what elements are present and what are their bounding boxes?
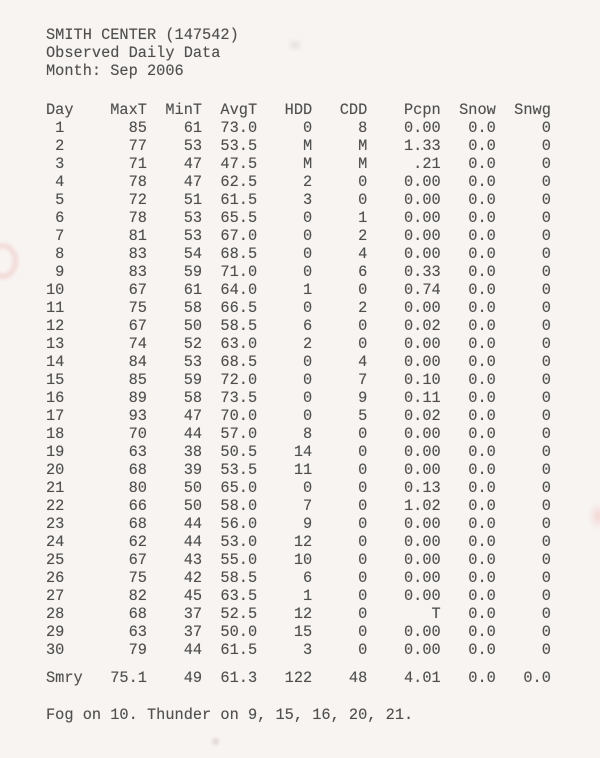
- table-row: 17 93 47 70.0 0 5 0.02 0.0 0: [46, 407, 551, 425]
- table-row: 5 72 51 61.5 3 0 0.00 0.0 0: [46, 191, 551, 209]
- report-type: Observed Daily Data: [46, 44, 221, 62]
- daily-data-table: [46, 101, 600, 687]
- table-row: 30 79 44 61.5 3 0 0.00 0.0 0: [46, 641, 551, 659]
- table-row: 6 78 53 65.5 0 1 0.00 0.0 0: [46, 209, 551, 227]
- table-row: 24 62 44 53.0 12 0 0.00 0.0 0: [46, 533, 551, 551]
- month-label: Month: Sep 2006: [46, 62, 184, 80]
- table-row: 29 63 37 50.0 15 0 0.00 0.0 0: [46, 623, 551, 641]
- table-row: 7 81 53 67.0 0 2 0.00 0.0 0: [46, 227, 551, 245]
- table-row: 3 71 47 47.5 M M .21 0.0 0: [46, 155, 551, 173]
- table-summary-row: Smry 75.1 49 61.3 122 48 4.01 0.0 0.0: [46, 669, 551, 687]
- table-row: 15 85 59 72.0 0 7 0.10 0.0 0: [46, 371, 551, 389]
- table-row: 27 82 45 63.5 1 0 0.00 0.0 0: [46, 587, 551, 605]
- table-row: 26 75 42 58.5 6 0 0.00 0.0 0: [46, 569, 551, 587]
- table-row: 11 75 58 66.5 0 2 0.00 0.0 0: [46, 299, 551, 317]
- report-header: [46, 26, 600, 80]
- remarks-line: Fog on 10. Thunder on 9, 15, 16, 20, 21.: [46, 706, 414, 724]
- table-row: 20 68 39 53.5 11 0 0.00 0.0 0: [46, 461, 551, 479]
- table-row: 1 85 61 73.0 0 8 0.00 0.0 0: [46, 119, 551, 137]
- table-row: 16 89 58 73.5 0 9 0.11 0.0 0: [46, 389, 551, 407]
- table-row: 8 83 54 68.5 0 4 0.00 0.0 0: [46, 245, 551, 263]
- table-row: 21 80 50 65.0 0 0 0.13 0.0 0: [46, 479, 551, 497]
- table-row: 14 84 53 68.5 0 4 0.00 0.0 0: [46, 353, 551, 371]
- table-row: 28 68 37 52.5 12 0 T 0.0 0: [46, 605, 551, 623]
- station-title: SMITH CENTER (147542): [46, 26, 239, 44]
- table-row: 9 83 59 71.0 0 6 0.33 0.0 0: [46, 263, 551, 281]
- table-row: 10 67 61 64.0 1 0 0.74 0.0 0: [46, 281, 551, 299]
- table-body: [46, 119, 600, 659]
- table-row: 2 77 53 53.5 M M 1.33 0.0 0: [46, 137, 551, 155]
- table-row: 25 67 43 55.0 10 0 0.00 0.0 0: [46, 551, 551, 569]
- table-row: 18 70 44 57.0 8 0 0.00 0.0 0: [46, 425, 551, 443]
- table-header-row: Day MaxT MinT AvgT HDD CDD Pcpn Snow Snwg: [46, 101, 551, 119]
- table-row: 13 74 52 63.0 2 0 0.00 0.0 0: [46, 335, 551, 353]
- table-row: 22 66 50 58.0 7 0 1.02 0.0 0: [46, 497, 551, 515]
- table-row: 23 68 44 56.0 9 0 0.00 0.0 0: [46, 515, 551, 533]
- table-row: 12 67 50 58.5 6 0 0.02 0.0 0: [46, 317, 551, 335]
- table-row: 19 63 38 50.5 14 0 0.00 0.0 0: [46, 443, 551, 461]
- table-row: 4 78 47 62.5 2 0 0.00 0.0 0: [46, 173, 551, 191]
